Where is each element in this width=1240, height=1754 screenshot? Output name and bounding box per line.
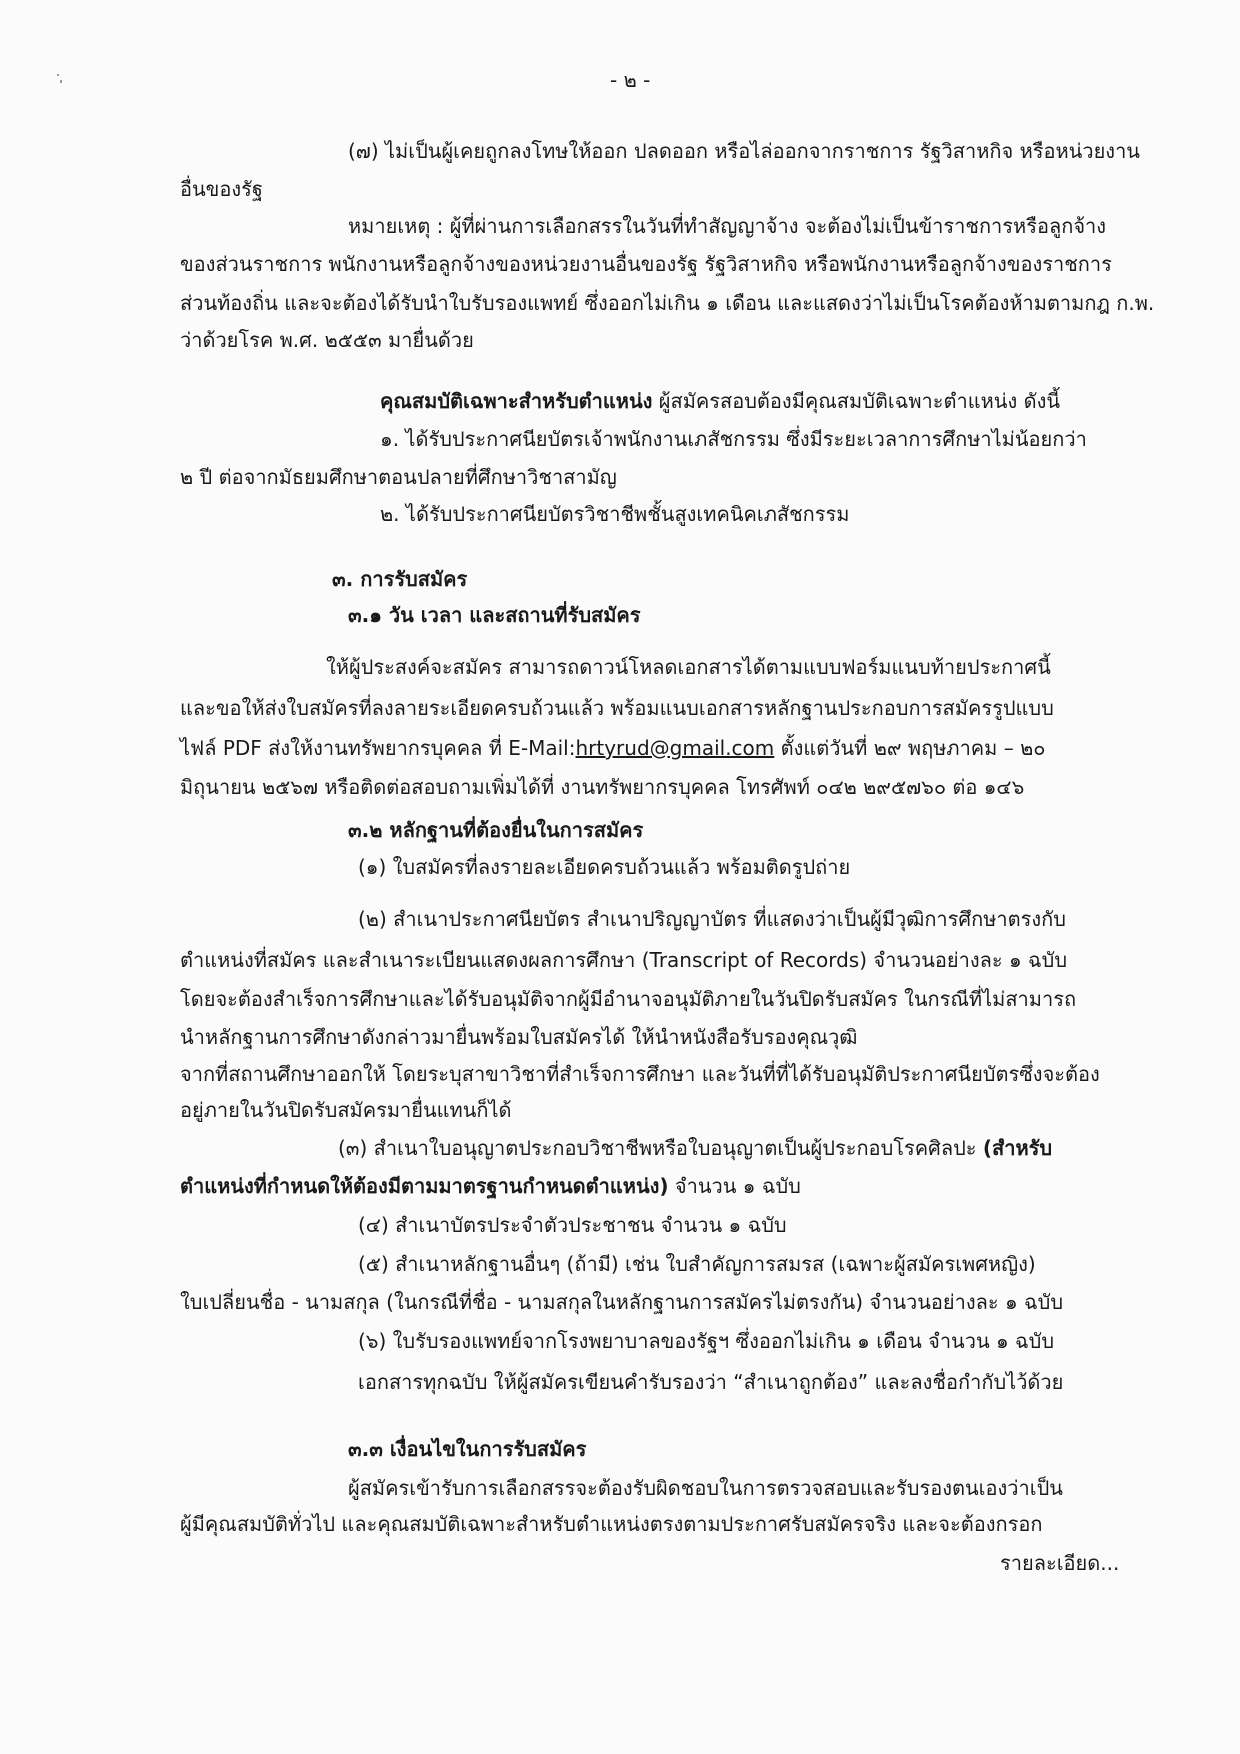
conditions-line-2: ผู้มีคุณสมบัติทั่วไป และคุณสมบัติเฉพาะสำหรับตำแหน่งตรงตามประกาศรับสมัครจริง และจะต้องกรอก (180, 1512, 1043, 1536)
section-3-1-line-4: มิถุนายน ๒๕๖๗ หรือติดต่อสอบถามเพิ่มได้ที่ งานทรัพยากรบุคคล โทรศัพท์ ๐๔๒ ๒๙๕๗๖๐ ต่อ ๑๔๖ (180, 775, 1025, 799)
scan-speck (57, 74, 59, 76)
note-line-2: ของส่วนราชการ พนักงานหรือลูกจ้างของหน่วยงานอื่นของรัฐ รัฐวิสาหกิจ หรือพนักงานหรือลูกจ้างของราชการ (180, 252, 1112, 276)
document-5-line-2: ใบเปลี่ยนชื่อ - นามสกุล (ในกรณีที่ชื่อ - นามสกุลในหลักฐานการสมัครไม่ตรงกัน) จำนวนอย่างละ ๑ ฉบับ (180, 1290, 1064, 1314)
item-7-line-1: (๗) ไม่เป็นผู้เคยถูกลงโทษให้ออก ปลดออก หรือไล่ออกจากราชการ รัฐวิสาหกิจ หรือหน่วยงาน (348, 139, 1140, 163)
note-line-4: ว่าด้วยโรค พ.ศ. ๒๕๕๓ มายื่นด้วย (180, 328, 474, 352)
section-3-1-line-3 (180, 734, 1045, 762)
item-7-line-2: อื่นของรัฐ (180, 177, 263, 201)
document-2-line-4: นำหลักฐานการศึกษาดังกล่าวมายื่นพร้อมใบสมัครได้ ให้นำหนังสือรับรองคุณวุฒิ (180, 1025, 858, 1049)
page-number: - ๒ - (610, 68, 651, 92)
continued-marker: รายละเอียด... (1000, 1551, 1120, 1575)
qualification-heading-rest: ผู้สมัครสอบต้องมีคุณสมบัติเฉพาะตำแหน่ง ดังนี้ (652, 389, 1061, 413)
document-3-line-1-start: (๓) สำเนาใบอนุญาตประกอบวิชาชีพหรือใบอนุญาตเป็นผู้ประกอบโรคศิลปะ (338, 1136, 983, 1160)
qualification-heading-bold: คุณสมบัติเฉพาะสำหรับตำแหน่ง (380, 389, 653, 413)
document-3-line-2-bold: ตำแหน่งที่กำหนดให้ต้องมีตามมาตรฐานกำหนดตำแหน่ง) (180, 1174, 669, 1198)
note-line-1: หมายเหตุ : ผู้ที่ผ่านการเลือกสรรในวันที่ทำสัญญาจ้าง จะต้องไม่เป็นข้าราชการหรือลูกจ้าง (348, 214, 1107, 238)
document-2-line-2: ตำแหน่งที่สมัคร และสำเนาระเบียนแสดงผลการศึกษา (Transcript of Records) จำนวนอย่างละ ๑ ฉบับ (180, 948, 1068, 972)
document-5-line-1: (๕) สำเนาหลักฐานอื่นๆ (ถ้ามี) เช่น ใบสำคัญการสมรส (เฉพาะผู้สมัครเพศหญิง) (358, 1252, 1036, 1276)
qualification-1-line-2: ๒ ปี ต่อจากมัธยมศึกษาตอนปลายที่ศึกษาวิชาสามัญ (180, 465, 617, 489)
document-6: (๖) ใบรับรองแพทย์จากโรงพยาบาลของรัฐฯ ซึ่งออกไม่เกิน ๑ เดือน จำนวน ๑ ฉบับ (358, 1329, 1055, 1353)
documents-note: เอกสารทุกฉบับ ให้ผู้สมัครเขียนคำรับรองว่า “สำเนาถูกต้อง” และลงชื่อกำกับไว้ด้วย (358, 1370, 1064, 1394)
section-3-3-heading: ๓.๓ เงื่อนไขในการรับสมัคร (348, 1437, 587, 1461)
conditions-line-1: ผู้สมัครเข้ารับการเลือกสรรจะต้องรับผิดชอบในการตรวจสอบและรับรองตนเองว่าเป็น (348, 1476, 1063, 1500)
section-3-1-line-2: และขอให้ส่งใบสมัครที่ลงลายระเอียดครบถ้วนแล้ว พร้อมแนบเอกสารหลักฐานประกอบการสมัครรูปแบบ (180, 696, 1054, 720)
document-3-line-2 (180, 1172, 801, 1200)
section-3-1-heading: ๓.๑ วัน เวลา และสถานที่รับสมัคร (348, 603, 641, 627)
qualification-heading (380, 387, 1060, 415)
document-3-line-1 (338, 1134, 1052, 1162)
document-4: (๔) สำเนาบัตรประจำตัวประชาชน จำนวน ๑ ฉบับ (358, 1213, 787, 1237)
document-2-line-3: โดยจะต้องสำเร็จการศึกษาและได้รับอนุมัติจากผู้มีอำนาจอนุมัติภายในวันปิดรับสมัคร ในกรณีที่ไม่สามารถ (180, 987, 1077, 1011)
document-2-line-1: (๒) สำเนาประกาศนียบัตร สำเนาปริญญาบัตร ที่แสดงว่าเป็นผู้มีวุฒิการศึกษาตรงกับ (358, 907, 1066, 931)
qualification-2: ๒. ได้รับประกาศนียบัตรวิชาชีพชั้นสูงเทคนิคเภสัชกรรม (380, 502, 850, 526)
document-2-line-5: จากที่สถานศึกษาออกให้ โดยระบุสาขาวิชาที่สำเร็จการศึกษา และวันที่ที่ได้รับอนุมัติประกาศนียบัตรซึ่งจะต้อง (180, 1062, 1100, 1086)
section-3-2-heading: ๓.๒ หลักฐานที่ต้องยื่นในการสมัคร (348, 818, 644, 842)
document-3-line-2-end: จำนวน ๑ ฉบับ (668, 1174, 801, 1198)
note-line-3: ส่วนท้องถิ่น และจะต้องได้รับนำใบรับรองแพทย์ ซึ่งออกไม่เกิน ๑ เดือน และแสดงว่าไม่เป็นโรคต้องห้ามตามกฎ ก.พ. (180, 291, 1155, 315)
section-3-1-line-3-start: ไฟล์ PDF ส่งให้งานทรัพยากรบุคคล ที่ E-Mail: (180, 736, 576, 760)
document-1: (๑) ใบสมัครที่ลงรายละเอียดครบถ้วนแล้ว พร้อมติดรูปถ่าย (358, 855, 851, 879)
section-3-1-line-1: ให้ผู้ประสงค์จะสมัคร สามารถดาวน์โหลดเอกสารได้ตามแบบฟอร์มแนบท้ายประกาศนี้ (326, 655, 1051, 679)
section-3-heading: ๓. การรับสมัคร (332, 567, 468, 591)
email-link[interactable]: hrtyrud@gmail.com (575, 736, 775, 760)
document-3-line-1-bold: (สำหรับ (982, 1136, 1053, 1160)
section-3-1-line-3-end: ตั้งแต่วันที่ ๒๙ พฤษภาคม – ๒๐ (774, 736, 1046, 760)
document-2-line-6: อยู่ภายในวันปิดรับสมัครมายื่นแทนก็ได้ (180, 1098, 512, 1122)
qualification-1-line-1: ๑. ได้รับประกาศนียบัตรเจ้าพนักงานเภสัชกรรม ซึ่งมีระยะเวลาการศึกษาไม่น้อยกว่า (380, 427, 1087, 451)
scan-speck (60, 80, 62, 83)
